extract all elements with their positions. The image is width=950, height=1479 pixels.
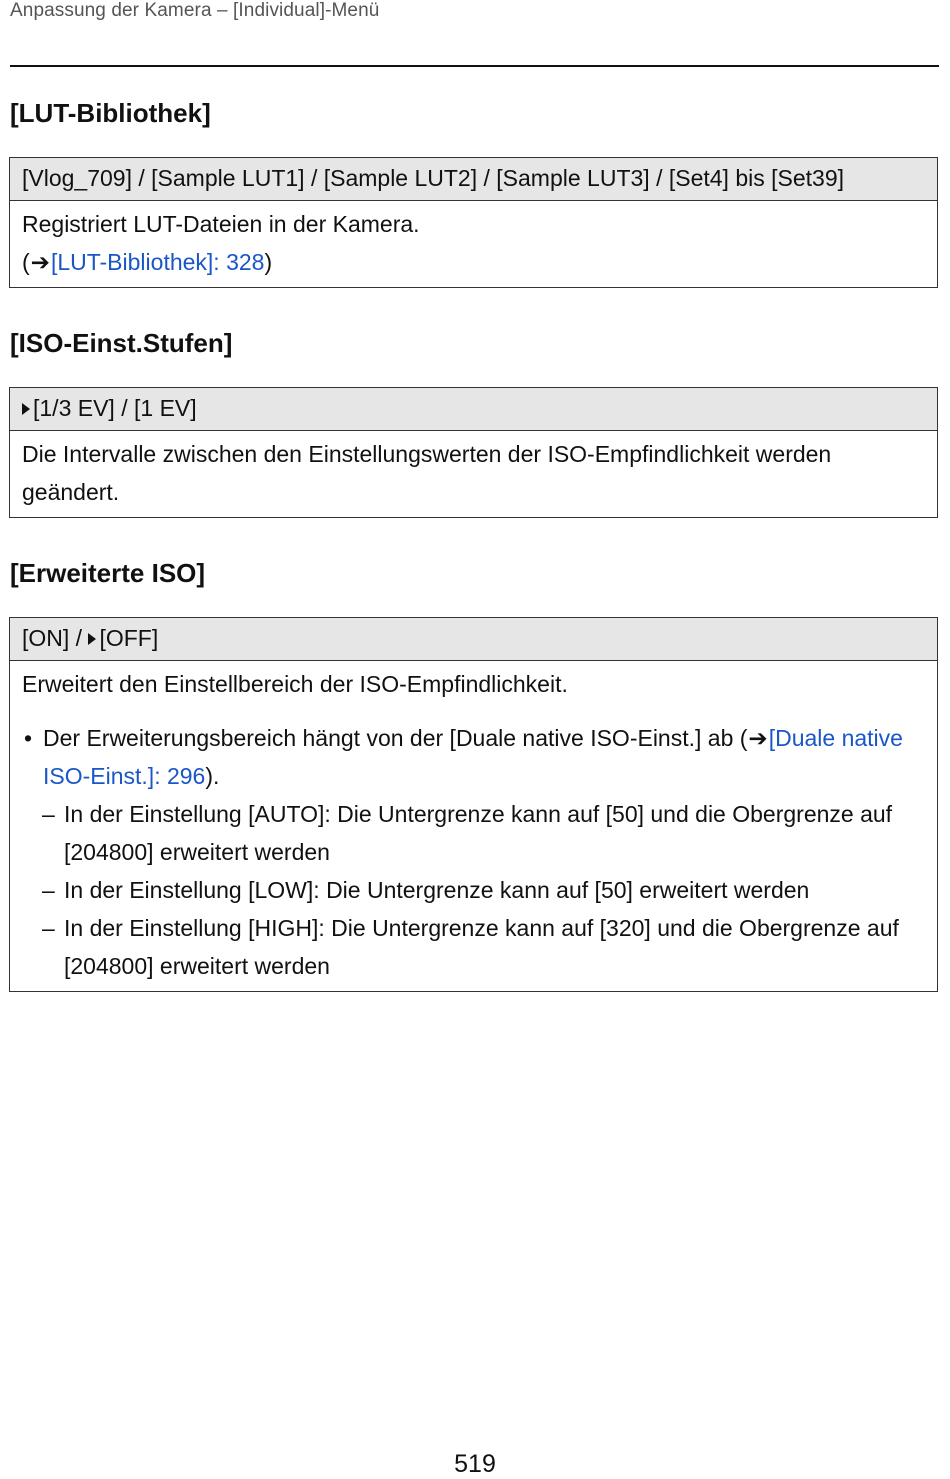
- description-text: Erweitert den Einstellbereich der ISO-Empfindlichkeit.: [22, 671, 568, 697]
- breadcrumb: Anpassung der Kamera – [Individual]-Menü: [10, 0, 380, 21]
- page-number: 519: [454, 1450, 496, 1478]
- section-title-erweiterte-iso: [Erweiterte ISO]: [10, 558, 206, 588]
- ref-open: (: [22, 249, 30, 275]
- sub-list-item: [22, 909, 925, 985]
- option-on: [ON] /: [22, 625, 83, 651]
- options-row: [10, 618, 937, 661]
- settings-box-lut-bibliothek: [9, 157, 938, 288]
- sub-list-item: [22, 871, 925, 909]
- sub-item-text: In der Einstellung [LOW]: Die Untergrenze kann auf [50] erweitert werden: [64, 877, 810, 903]
- dash-icon: –: [42, 915, 55, 941]
- bullet-icon: •: [24, 725, 33, 751]
- settings-box-iso-einst-stufen: [9, 387, 938, 518]
- options-row: [10, 388, 937, 431]
- bullet-text: Der Erweiterungsbereich hängt von der [Duale native ISO-Einst.] ab (: [43, 725, 748, 751]
- sub-list-item: [22, 795, 925, 871]
- dash-icon: –: [42, 801, 55, 827]
- option-off: [OFF]: [99, 625, 159, 651]
- ref-close: ): [264, 249, 273, 275]
- bullet-close: ).: [205, 763, 220, 789]
- description-block: [10, 661, 937, 991]
- arrow-right-icon: ➔: [30, 249, 50, 275]
- settings-box-erweiterte-iso: [9, 617, 938, 992]
- cross-reference: [22, 243, 925, 281]
- sub-item-text: In der Einstellung [HIGH]: Die Untergrenze kann auf [320] und die Obergrenze auf [204800] erweitert werden: [64, 915, 899, 979]
- description-block: [10, 431, 937, 517]
- link-duale-native-iso[interactable]: [Duale native ISO-Einst.]: 296: [43, 725, 903, 789]
- description-text: Registriert LUT-Dateien in der Kamera.: [22, 211, 420, 237]
- section-title-iso-einst-stufen: [ISO-Einst.Stufen]: [10, 328, 233, 358]
- default-marker-icon: [88, 633, 96, 645]
- options-text: [1/3 EV] / [1 EV]: [33, 395, 197, 421]
- description-text: Die Intervalle zwischen den Einstellungswerten der ISO-Empfindlichkeit werden geändert.: [22, 441, 832, 505]
- bullet-item: [22, 719, 925, 795]
- dash-icon: –: [42, 877, 55, 903]
- arrow-right-icon: ➔: [748, 725, 768, 751]
- default-marker-icon: [22, 403, 30, 415]
- description-block: [10, 201, 937, 287]
- options-row: [Vlog_709] / [Sample LUT1] / [Sample LUT2] / [Sample LUT3] / [Set4] bis [Set39]: [10, 158, 937, 201]
- header-divider: [10, 65, 939, 67]
- link-lut-bibliothek[interactable]: [LUT-Bibliothek]: 328: [50, 249, 265, 275]
- section-title-lut-bibliothek: [LUT-Bibliothek]: [10, 98, 211, 128]
- sub-item-text: In der Einstellung [AUTO]: Die Untergrenze kann auf [50] und die Obergrenze auf [204800] erweitert werden: [64, 801, 893, 865]
